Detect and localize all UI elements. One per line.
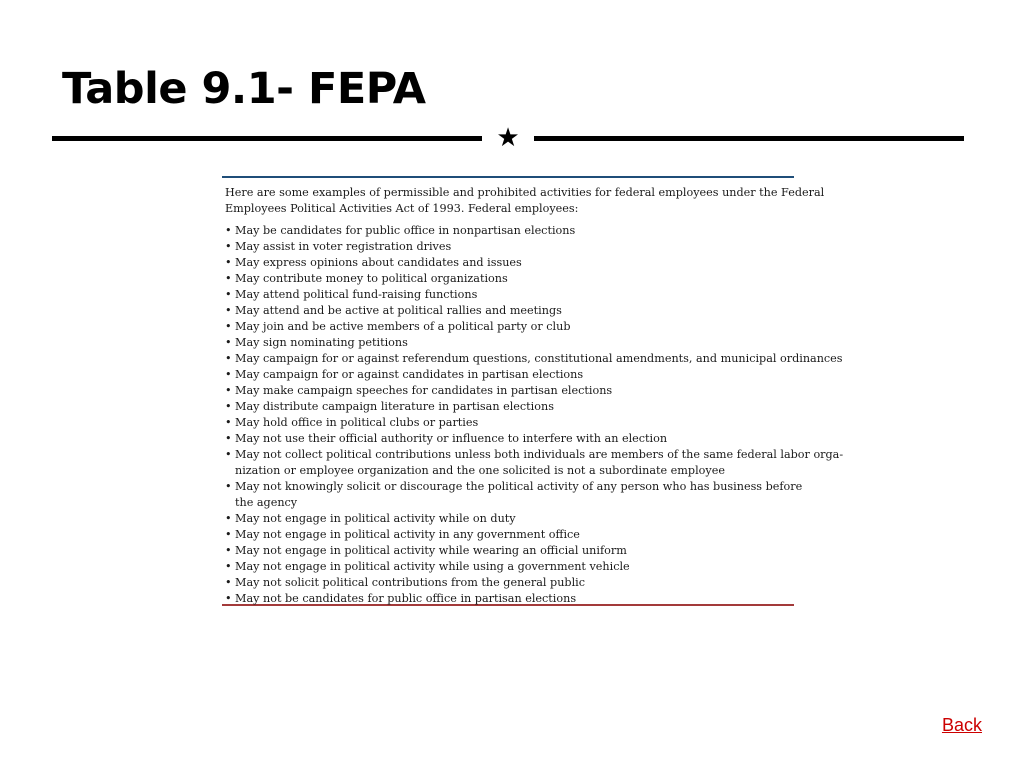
activity-text: May assist in voter registration drives: [235, 240, 452, 253]
activity-text-continued: the agency: [235, 496, 298, 509]
activity-item: [225, 351, 843, 367]
activity-text: May not engage in political activity while using a government vehicle: [235, 560, 630, 573]
activity-item: [225, 527, 794, 543]
divider-rule-right: [534, 136, 964, 141]
star-icon: ★: [496, 123, 520, 153]
title-divider: [0, 124, 1024, 154]
back-link[interactable]: Back: [941, 715, 982, 735]
activity-item: [225, 447, 844, 479]
activity-text: May attend and be active at political rallies and meetings: [235, 304, 562, 317]
activity-text: May not engage in political activity in any government office: [235, 528, 580, 541]
activity-text: May not solicit political contributions from the general public: [235, 576, 586, 589]
activity-item: [225, 431, 794, 447]
activity-item: [225, 271, 794, 287]
activity-text: May attend political fund-raising functions: [235, 288, 478, 301]
activity-text: May not collect political contributions unless both individuals are members of the same federal labor orga-: [235, 448, 844, 461]
activity-item: [225, 511, 794, 527]
activity-item: [225, 303, 794, 319]
fepa-table: [222, 176, 844, 606]
activity-text: May sign nominating petitions: [235, 336, 408, 349]
activity-item: [225, 399, 794, 415]
activity-item: [225, 367, 794, 383]
activity-item: [225, 543, 794, 559]
activity-item: [225, 479, 803, 511]
activity-item: [225, 223, 794, 239]
activity-text: May not engage in political activity while wearing an official uniform: [235, 544, 627, 557]
activity-text: May campaign for or against candidates in partisan elections: [235, 368, 584, 381]
activity-text-continued: nization or employee organization and the one solicited is not a subordinate employee: [235, 464, 725, 477]
activity-item: [225, 383, 794, 399]
activity-item: [225, 415, 794, 431]
activity-item: [225, 559, 794, 575]
table-intro: [225, 185, 825, 217]
activity-item: [225, 239, 794, 255]
divider-rule-left: [52, 136, 482, 141]
activity-text: May contribute money to political organizations: [235, 272, 508, 285]
activity-item: [225, 287, 794, 303]
intro-line: Here are some examples of permissible and prohibited activities for federal employees under the Federal: [225, 186, 825, 199]
activity-text: May hold office in political clubs or parties: [235, 416, 479, 429]
activity-text: May not be candidates for public office in partisan elections: [235, 592, 577, 605]
activity-item: [225, 575, 794, 591]
activity-item: [225, 591, 794, 607]
activity-text: May join and be active members of a political party or club: [235, 320, 571, 333]
activity-text: May not use their official authority or influence to interfere with an election: [235, 432, 668, 445]
intro-line: Employees Political Activities Act of 1993. Federal employees:: [225, 202, 579, 215]
activity-item: [225, 319, 794, 335]
activity-list: [225, 223, 844, 607]
slide-title: Table 9.1- FEPA: [62, 64, 426, 114]
activity-text: May express opinions about candidates and issues: [235, 256, 522, 269]
activity-text: May be candidates for public office in nonpartisan elections: [235, 224, 576, 237]
activity-item: [225, 335, 794, 351]
activity-text: May make campaign speeches for candidates in partisan elections: [235, 384, 613, 397]
activity-text: May distribute campaign literature in partisan elections: [235, 400, 554, 413]
activity-text: May not knowingly solicit or discourage the political activity of any person who has business before: [235, 480, 803, 493]
activity-item: [225, 255, 794, 271]
activity-text: May not engage in political activity while on duty: [235, 512, 516, 525]
activity-text: May campaign for or against referendum questions, constitutional amendments, and municipal ordinances: [235, 352, 843, 365]
